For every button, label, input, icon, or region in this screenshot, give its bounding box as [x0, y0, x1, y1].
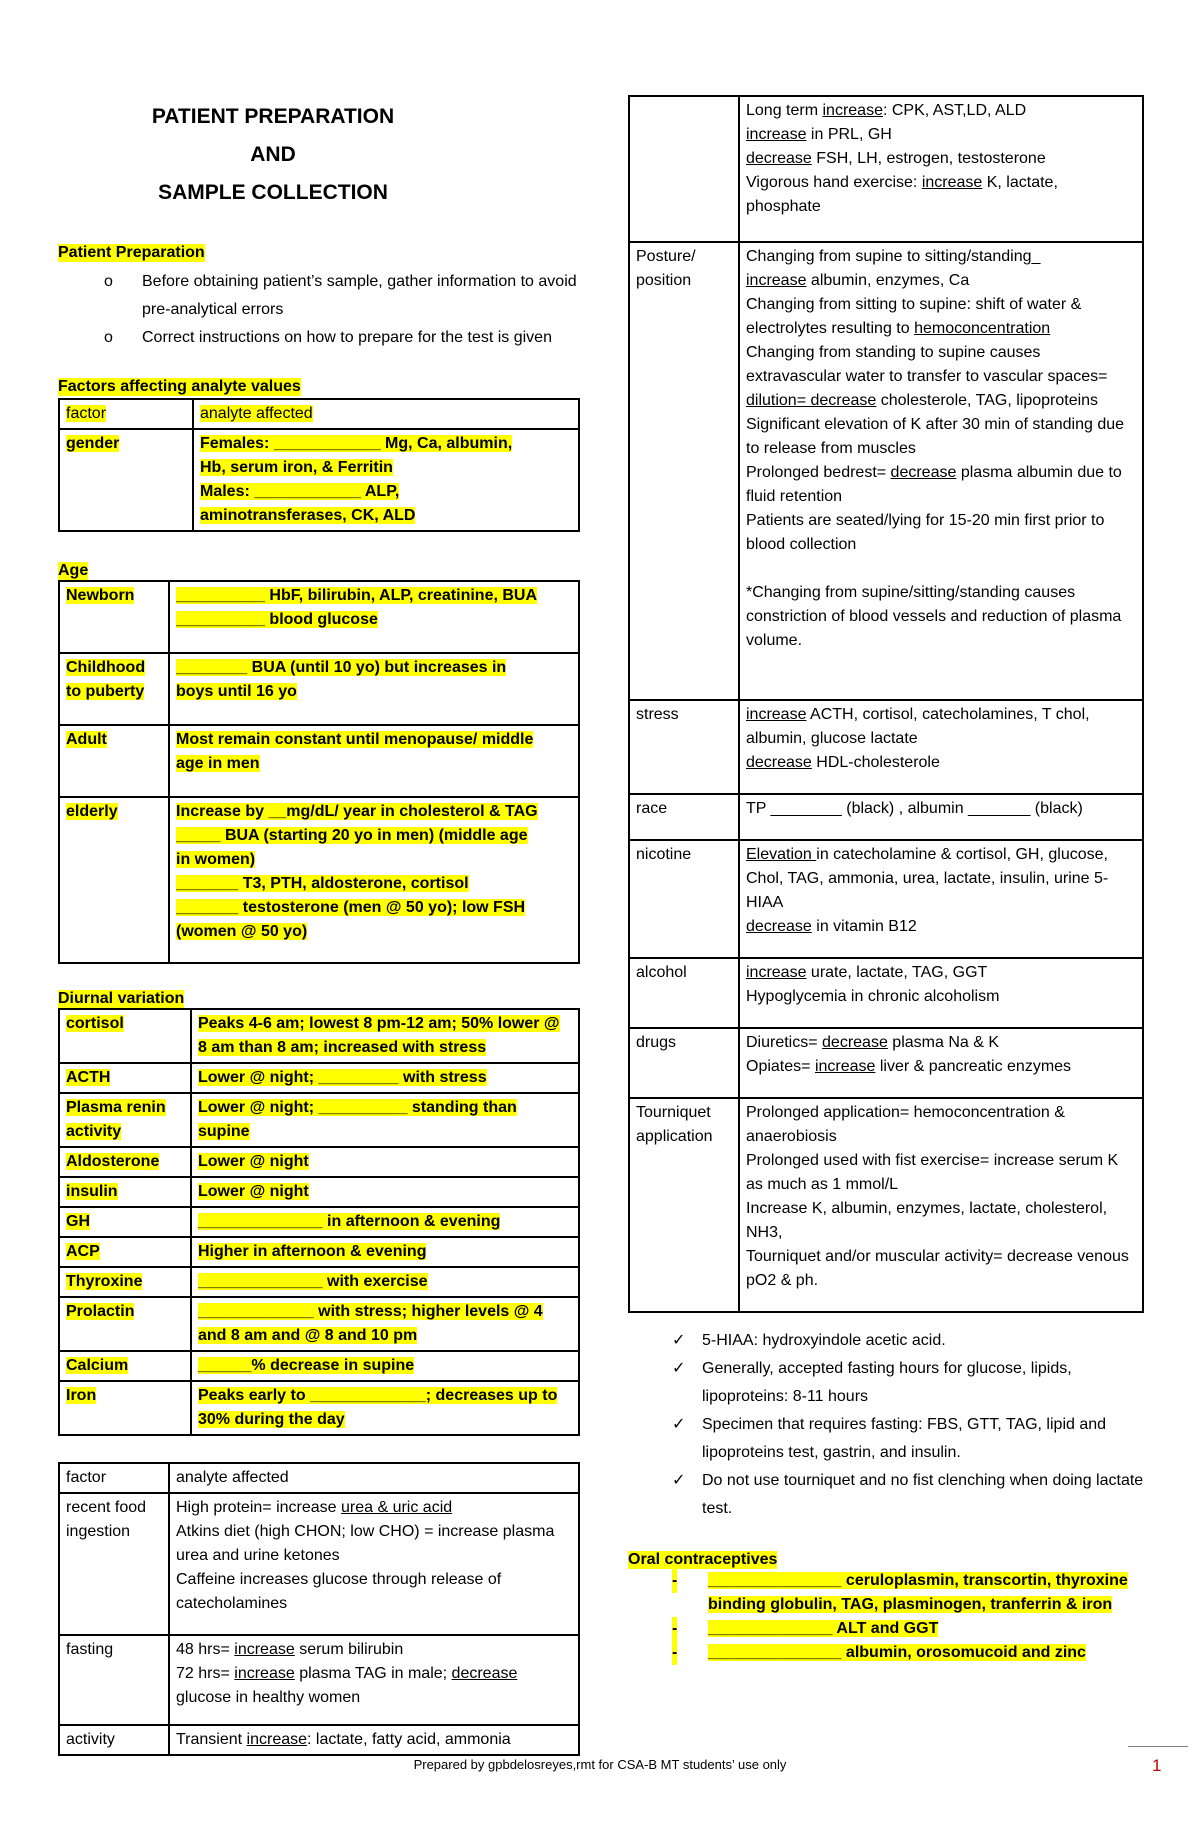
list-item: o Before obtaining patient’s sample, gather information to avoid pre-analytical errors — [104, 273, 577, 318]
list-item: ✓ Do not use tourniquet and no fist clenching when doing lactate test. — [628, 1467, 1144, 1523]
table-row: Childhood to puberty ________ BUA (until 10 yo) but increases in boys until 16 yo — [59, 653, 579, 725]
patient-prep-section — [58, 240, 580, 352]
page-number: 1 — [1152, 1756, 1162, 1775]
age-section — [58, 558, 580, 964]
factors-table — [58, 398, 580, 532]
table-row: activity Transient increase: lactate, fatty acid, ammonia — [59, 1725, 579, 1755]
table-row: ACP Higher in afternoon & evening — [59, 1237, 579, 1267]
notes-list — [628, 1327, 1144, 1523]
list-item: ✓ Specimen that requires fasting: FBS, GTT, TAG, lipid and lipoproteins test, gastrin, and insulin. — [628, 1411, 1144, 1467]
table-row: Thyroxine ______________ with exercise — [59, 1267, 579, 1297]
page-footer: Prepared by gpbdelosreyes,rmt for CSA-B MT students’ use only — [413, 1757, 787, 1772]
list-item: - _______________ albumin, orosomucoid and zinc — [628, 1641, 1144, 1665]
page-number-divider — [1128, 1746, 1188, 1747]
table-row: alcohol increase urate, lactate, TAG, GGT Hypoglycemia in chronic alcoholism — [629, 958, 1143, 1028]
table-row: drugs Diuretics= decrease plasma Na & K Opiates= increase liver & pancreatic enzymes — [629, 1028, 1143, 1098]
patient-prep-heading: Patient Preparation — [58, 244, 205, 261]
right-column — [628, 95, 1144, 1665]
table-row: cortisol Peaks 4-6 am; lowest 8 pm-12 am; 50% lower @ 8 am than 8 am; increased with stress — [59, 1009, 579, 1063]
table-row: GH ______________ in afternoon & evening — [59, 1207, 579, 1237]
oral-contraceptives-heading: Oral contraceptives — [628, 1551, 778, 1568]
list-item: ✓ Generally, accepted fasting hours for glucose, lipids, lipoproteins: 8-11 hours — [628, 1355, 1144, 1411]
table-row: factor analyte affected — [59, 1463, 579, 1493]
table-row: Newborn __________ HbF, bilirubin, ALP, creatinine, BUA __________ blood glucose — [59, 581, 579, 653]
oral-contraceptives-section — [628, 1547, 1144, 1665]
table-row: recent food ingestion High protein= increase urea & uric acid Atkins diet (high CHON; low CHO) = increase plasma urea and urine ketones Caffeine increases glucose through release of catecholamines — [59, 1493, 579, 1635]
factors-section — [58, 374, 580, 532]
diurnal-heading: Diurnal variation — [58, 990, 185, 1007]
food-table — [58, 1462, 580, 1756]
table-row: Prolactin _____________ with stress; higher levels @ 4 and 8 am and @ 8 and 10 pm — [59, 1297, 579, 1351]
left-column — [58, 98, 580, 1756]
table-row: ACTH Lower @ night; _________ with stress — [59, 1063, 579, 1093]
table-row: gender Females: ____________ Mg, Ca, albumin, Hb, serum iron, & Ferritin Males: ____________ ALP, aminotransferases, CK, ALD — [59, 429, 579, 531]
table-row: nicotine Elevation in catecholamine & cortisol, GH, glucose, Chol, TAG, ammonia, urea, lactate, insulin, urine 5-HIAA decrease in vitamin B12 — [629, 840, 1143, 958]
table-row: fasting 48 hrs= increase serum bilirubin 72 hrs= increase plasma TAG in male; decrease glucose in healthy women — [59, 1635, 579, 1725]
table-row: Long term increase: CPK, AST,LD, ALD increase in PRL, GH decrease FSH, LH, estrogen, testosterone Vigorous hand exercise: increase K, lactate, phosphate — [629, 96, 1143, 242]
table-row: Plasma renin activity Lower @ night; __________ standing than supine — [59, 1093, 579, 1147]
table-row: factor analyte affected — [59, 399, 579, 429]
table-row: Tourniquet application Prolonged application= hemoconcentration & anaerobiosis Prolonged used with fist exercise= increase serum K as much as 1 mmol/L Increase K, albumin, enzymes, lactate, cholesterol, NH3, Tourniquet and/or muscular activity= decrease venous pO2 & ph. — [629, 1098, 1143, 1312]
factors-heading: Factors affecting analyte values — [58, 378, 301, 395]
table-row: stress increase ACTH, cortisol, catecholamines, T chol, albumin, glucose lactate decrease HDL-cholesterole — [629, 700, 1143, 794]
check-icon: ✓ — [672, 1360, 686, 1377]
table-row: Posture/ position Changing from supine to sitting/standing_ increase albumin, enzymes, Ca Changing from sitting to supine: shift of water & electrolytes resulting to hemoconcentration Changing from standing to supine causes extravascular water to transfer to vascular spaces= dilution= decrease cholesterole, TAG, lipoproteins Significant elevation of K after 30 min of standing due to release from muscles Prolonged bedrest= decrease plasma albumin due to fluid retention Patients are seated/lying for 15-20 min first prior to blood collection *Changing from supine/sitting/standing causes constriction of blood vessels and reduction of plasma volume. — [629, 242, 1143, 700]
list-item: - ______________ ALT and GGT — [628, 1617, 1144, 1641]
list-item: o Correct instructions on how to prepare for the test is given — [104, 329, 552, 346]
table-row: Iron Peaks early to _____________; decreases up to 30% during the day — [59, 1381, 579, 1435]
diurnal-section — [58, 986, 580, 1436]
page-title: PATIENT PREPARATION AND SAMPLE COLLECTION — [151, 105, 395, 204]
table-row: Aldosterone Lower @ night — [59, 1147, 579, 1177]
age-table — [58, 580, 580, 964]
diurnal-table — [58, 1008, 580, 1436]
age-heading: Age — [58, 562, 89, 579]
check-icon: ✓ — [672, 1332, 686, 1349]
list-item: - _______________ ceruloplasmin, transcortin, thyroxine binding globulin, TAG, plasminogen, tranferrin & iron — [628, 1569, 1144, 1617]
factors-table-continued — [628, 95, 1144, 1313]
check-icon: ✓ — [672, 1472, 686, 1489]
table-row: elderly Increase by __mg/dL/ year in cholesterol & TAG _____ BUA (starting 20 yo in men) (middle age in women) _______ T3, PTH, aldosterone, cortisol _______ testosterone (men @ 50 yo); low FSH (women @ 50 yo) — [59, 797, 579, 963]
check-icon: ✓ — [672, 1416, 686, 1433]
table-row: Calcium ______% decrease in supine — [59, 1351, 579, 1381]
table-row: insulin Lower @ night — [59, 1177, 579, 1207]
list-item: ✓ 5-HIAA: hydroxyindole acetic acid. — [628, 1327, 1144, 1355]
table-row: race TP ________ (black) , albumin _______ (black) — [629, 794, 1143, 840]
table-row: Adult Most remain constant until menopause/ middle age in men — [59, 725, 579, 797]
